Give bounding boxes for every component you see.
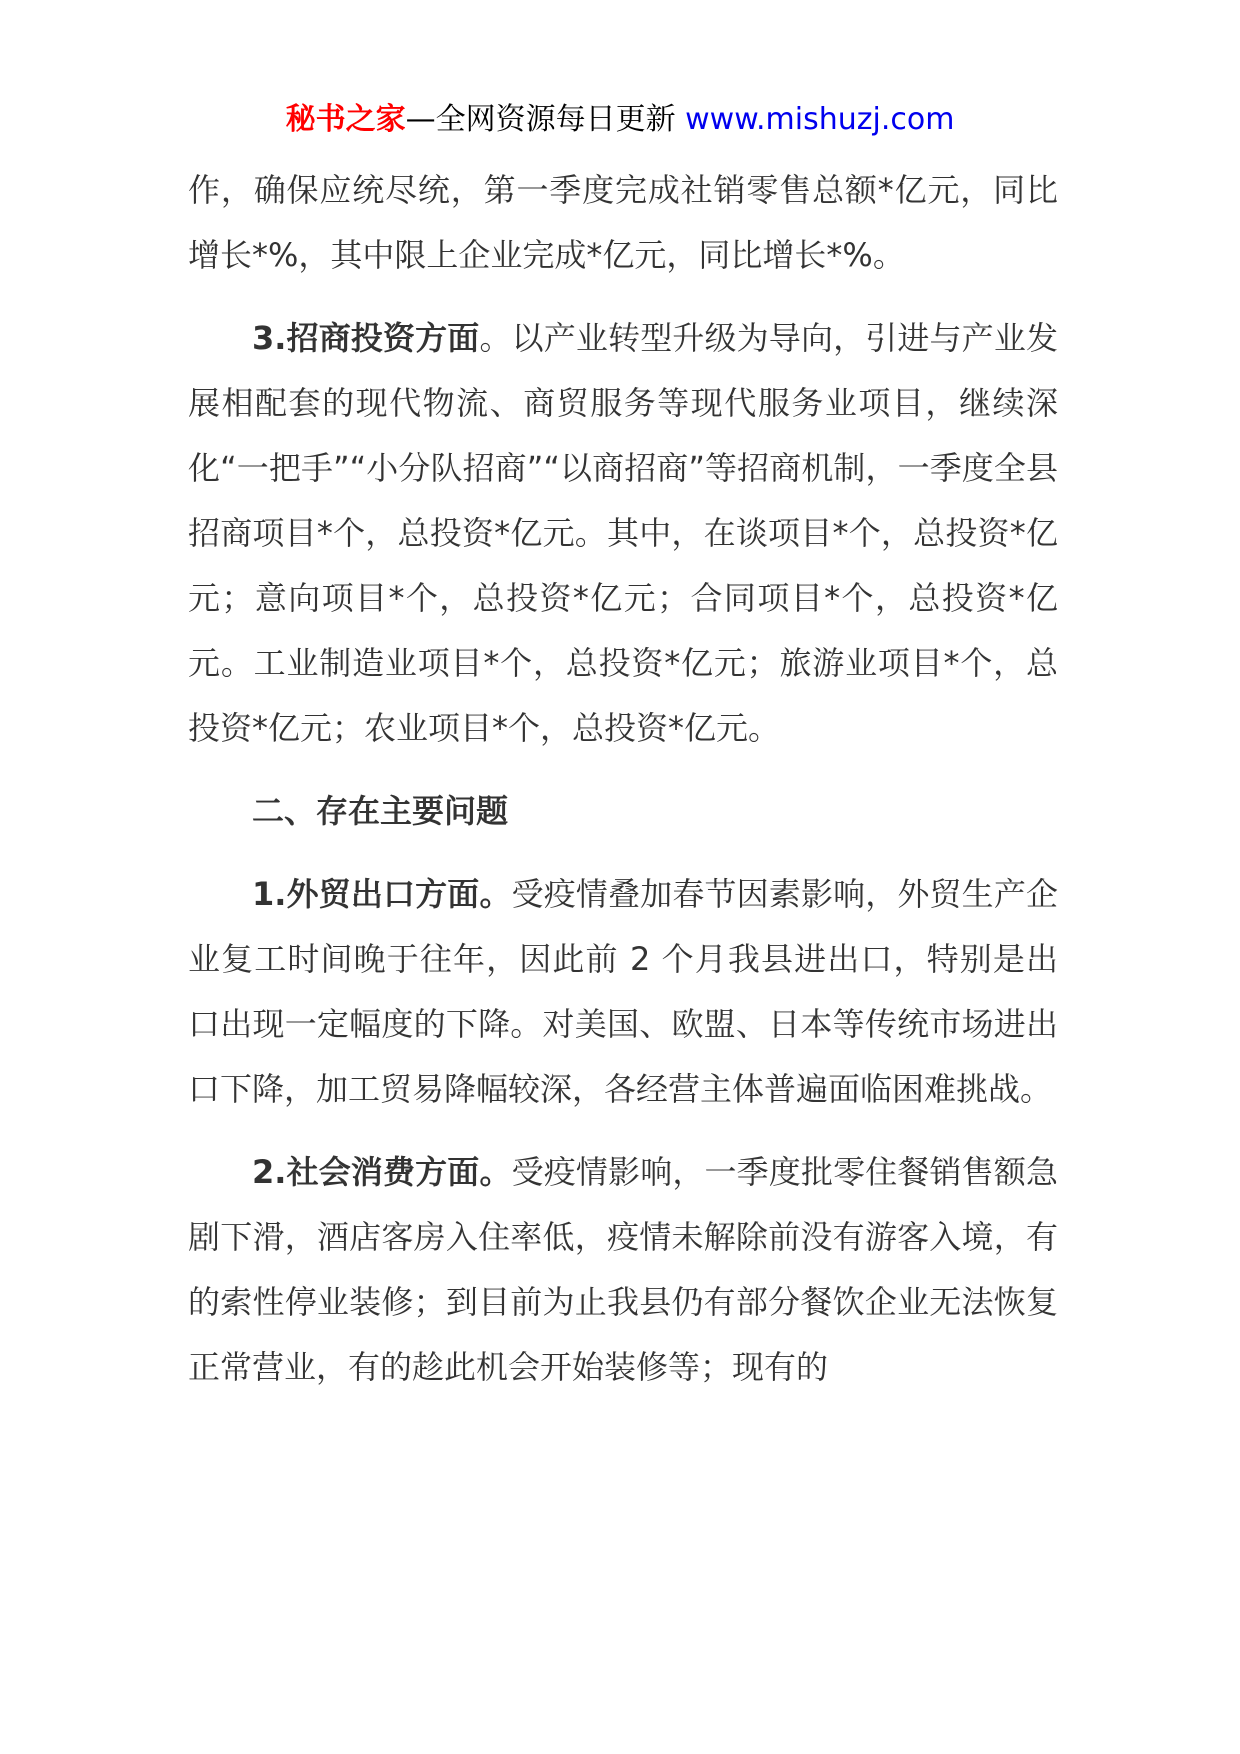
site-url-link[interactable]: www.mishuzj.com (685, 102, 955, 137)
site-header (0, 100, 1240, 140)
paragraph-continued (188, 158, 1058, 288)
paragraph-lead: 2.社会消费方面。 (252, 1153, 512, 1191)
paragraph-consumption (188, 1140, 1058, 1400)
paragraph-lead: 3.招商投资方面 (252, 319, 480, 357)
paragraph-foreign-trade (188, 862, 1058, 1122)
paragraph-text: 。以产业转型升级为导向，引进与产业发展相配套的现代物流、商贸服务等现代服务业项目，继续深化“一把手”“小分队招商”“以商招商”等招商机制，一季度全县招商项目*个，总投资*亿元。其中，在谈项目*个，总投资*亿元；意向项目*个，总投资*亿元；合同项目*个，总投资*亿元。工业制造业项目*个，总投资*亿元；旅游业项目*个，总投资*亿元；农业项目*个，总投资*亿元。 (188, 319, 1058, 747)
header-tagline: —全网资源每日更新 (405, 102, 686, 137)
paragraph-text: 受疫情影响，一季度批零住餐销售额急剧下滑，酒店客房入住率低，疫情未解除前没有游客入境，有的索性停业装修；到目前为止我县仍有部分餐饮企业无法恢复正常营业，有的趁此机会开始装修等；现有的 (188, 1153, 1058, 1386)
brand-name: 秘书之家 (285, 102, 406, 137)
paragraph-investment (188, 306, 1058, 761)
section-heading: 二、存在主要问题 (252, 792, 509, 830)
document-body (188, 158, 1058, 1418)
paragraph-text: 受疫情叠加春节因素影响，外贸生产企业复工时间晚于往年，因此前 2 个月我县进出口，特别是出口出现一定幅度的下降。对美国、欧盟、日本等传统市场进出口下降，加工贸易降幅较深，各经营主体普遍面临困难挑战。 (188, 875, 1058, 1108)
paragraph-text: 作，确保应统尽统，第一季度完成社销零售总额*亿元，同比增长*%，其中限上企业完成*亿元，同比增长*%。 (188, 171, 1058, 274)
paragraph-lead: 1.外贸出口方面。 (252, 875, 512, 913)
